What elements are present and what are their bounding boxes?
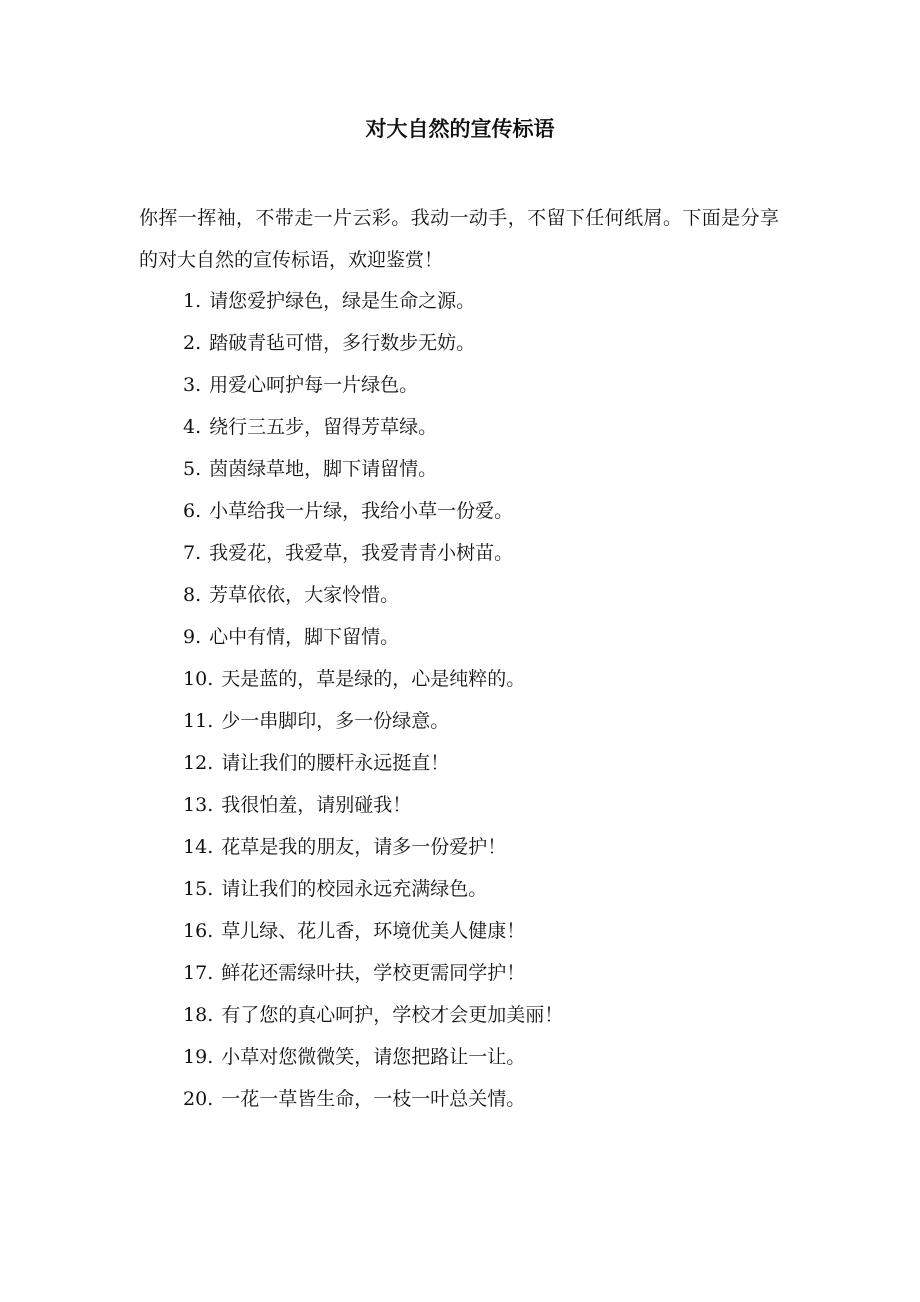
item-number: 16 . bbox=[183, 910, 213, 952]
list-item bbox=[183, 700, 783, 742]
list-item bbox=[183, 994, 783, 1036]
list-item bbox=[183, 322, 783, 364]
item-text: 心中有情，脚下留情。 bbox=[209, 626, 400, 648]
item-number: 6 . bbox=[183, 490, 201, 532]
item-text: 有了您的真心呵护，学校才会更加美丽！ bbox=[221, 1004, 564, 1026]
item-number: 8 . bbox=[183, 574, 201, 616]
item-number: 1 . bbox=[183, 280, 201, 322]
list-item bbox=[183, 574, 783, 616]
list-item bbox=[183, 280, 783, 322]
item-number: 13 . bbox=[183, 784, 213, 826]
item-number: 10 . bbox=[183, 658, 213, 700]
item-number: 15 . bbox=[183, 868, 213, 910]
item-number: 5 . bbox=[183, 448, 201, 490]
item-text: 天是蓝的，草是绿的，心是纯粹的。 bbox=[221, 668, 526, 690]
list-item bbox=[183, 868, 783, 910]
item-text: 花草是我的朋友，请多一份爱护！ bbox=[221, 836, 507, 858]
item-text: 绕行三五步，留得芳草绿。 bbox=[209, 416, 438, 438]
item-number: 7 . bbox=[183, 532, 201, 574]
list-item bbox=[183, 1036, 783, 1078]
list-item bbox=[183, 826, 783, 868]
item-text: 我爱花，我爱草，我爱青青小树苗。 bbox=[209, 542, 514, 564]
item-number: 14 . bbox=[183, 826, 213, 868]
item-text: 鲜花还需绿叶扶，学校更需同学护！ bbox=[221, 962, 526, 984]
item-text: 草儿绿、花儿香，环境优美人健康！ bbox=[221, 920, 526, 942]
item-number: 18 . bbox=[183, 994, 213, 1036]
item-text: 一花一草皆生命，一枝一叶总关情。 bbox=[221, 1088, 526, 1110]
item-number: 17 . bbox=[183, 952, 213, 994]
item-text: 小草给我一片绿，我给小草一份爱。 bbox=[209, 500, 514, 522]
list-item bbox=[183, 448, 783, 490]
item-text: 我很怕羞，请别碰我！ bbox=[221, 794, 412, 816]
list-item bbox=[183, 658, 783, 700]
item-text: 请让我们的腰杆永远挺直！ bbox=[221, 752, 450, 774]
page-title: 对大自然的宣传标语 bbox=[365, 117, 555, 141]
item-number: 3 . bbox=[183, 364, 201, 406]
item-number: 20 . bbox=[183, 1078, 213, 1120]
list-item bbox=[183, 616, 783, 658]
item-number: 12 . bbox=[183, 742, 213, 784]
item-number: 19 . bbox=[183, 1036, 213, 1078]
intro-paragraph: 你挥一挥袖，不带走一片云彩。我动一动手，不留下任何纸屑。下面是分享的对大自然的宣传标语，欢迎鉴赏！ bbox=[139, 207, 779, 271]
item-text: 用爱心呵护每一片绿色。 bbox=[209, 374, 419, 396]
list-item bbox=[183, 364, 783, 406]
list-item bbox=[183, 532, 783, 574]
list-item bbox=[183, 490, 783, 532]
list-item bbox=[183, 910, 783, 952]
item-text: 芳草依依，大家怜惜。 bbox=[209, 584, 400, 606]
item-text: 小草对您微微笑，请您把路让一让。 bbox=[221, 1046, 526, 1068]
item-number: 4 . bbox=[183, 406, 201, 448]
item-text: 请您爱护绿色，绿是生命之源。 bbox=[209, 290, 476, 312]
item-text: 少一串脚印，多一份绿意。 bbox=[221, 710, 450, 732]
list-item bbox=[183, 784, 783, 826]
list-item bbox=[183, 742, 783, 784]
item-text: 请让我们的校园永远充满绿色。 bbox=[221, 878, 488, 900]
list-item bbox=[183, 952, 783, 994]
slogan-list bbox=[183, 280, 783, 1120]
list-item bbox=[183, 406, 783, 448]
list-item bbox=[183, 1078, 783, 1120]
item-text: 踏破青毡可惜，多行数步无妨。 bbox=[209, 332, 476, 354]
item-number: 9 . bbox=[183, 616, 201, 658]
item-text: 茵茵绿草地，脚下请留情。 bbox=[209, 458, 438, 480]
item-number: 11 . bbox=[183, 700, 213, 742]
item-number: 2 . bbox=[183, 322, 201, 364]
